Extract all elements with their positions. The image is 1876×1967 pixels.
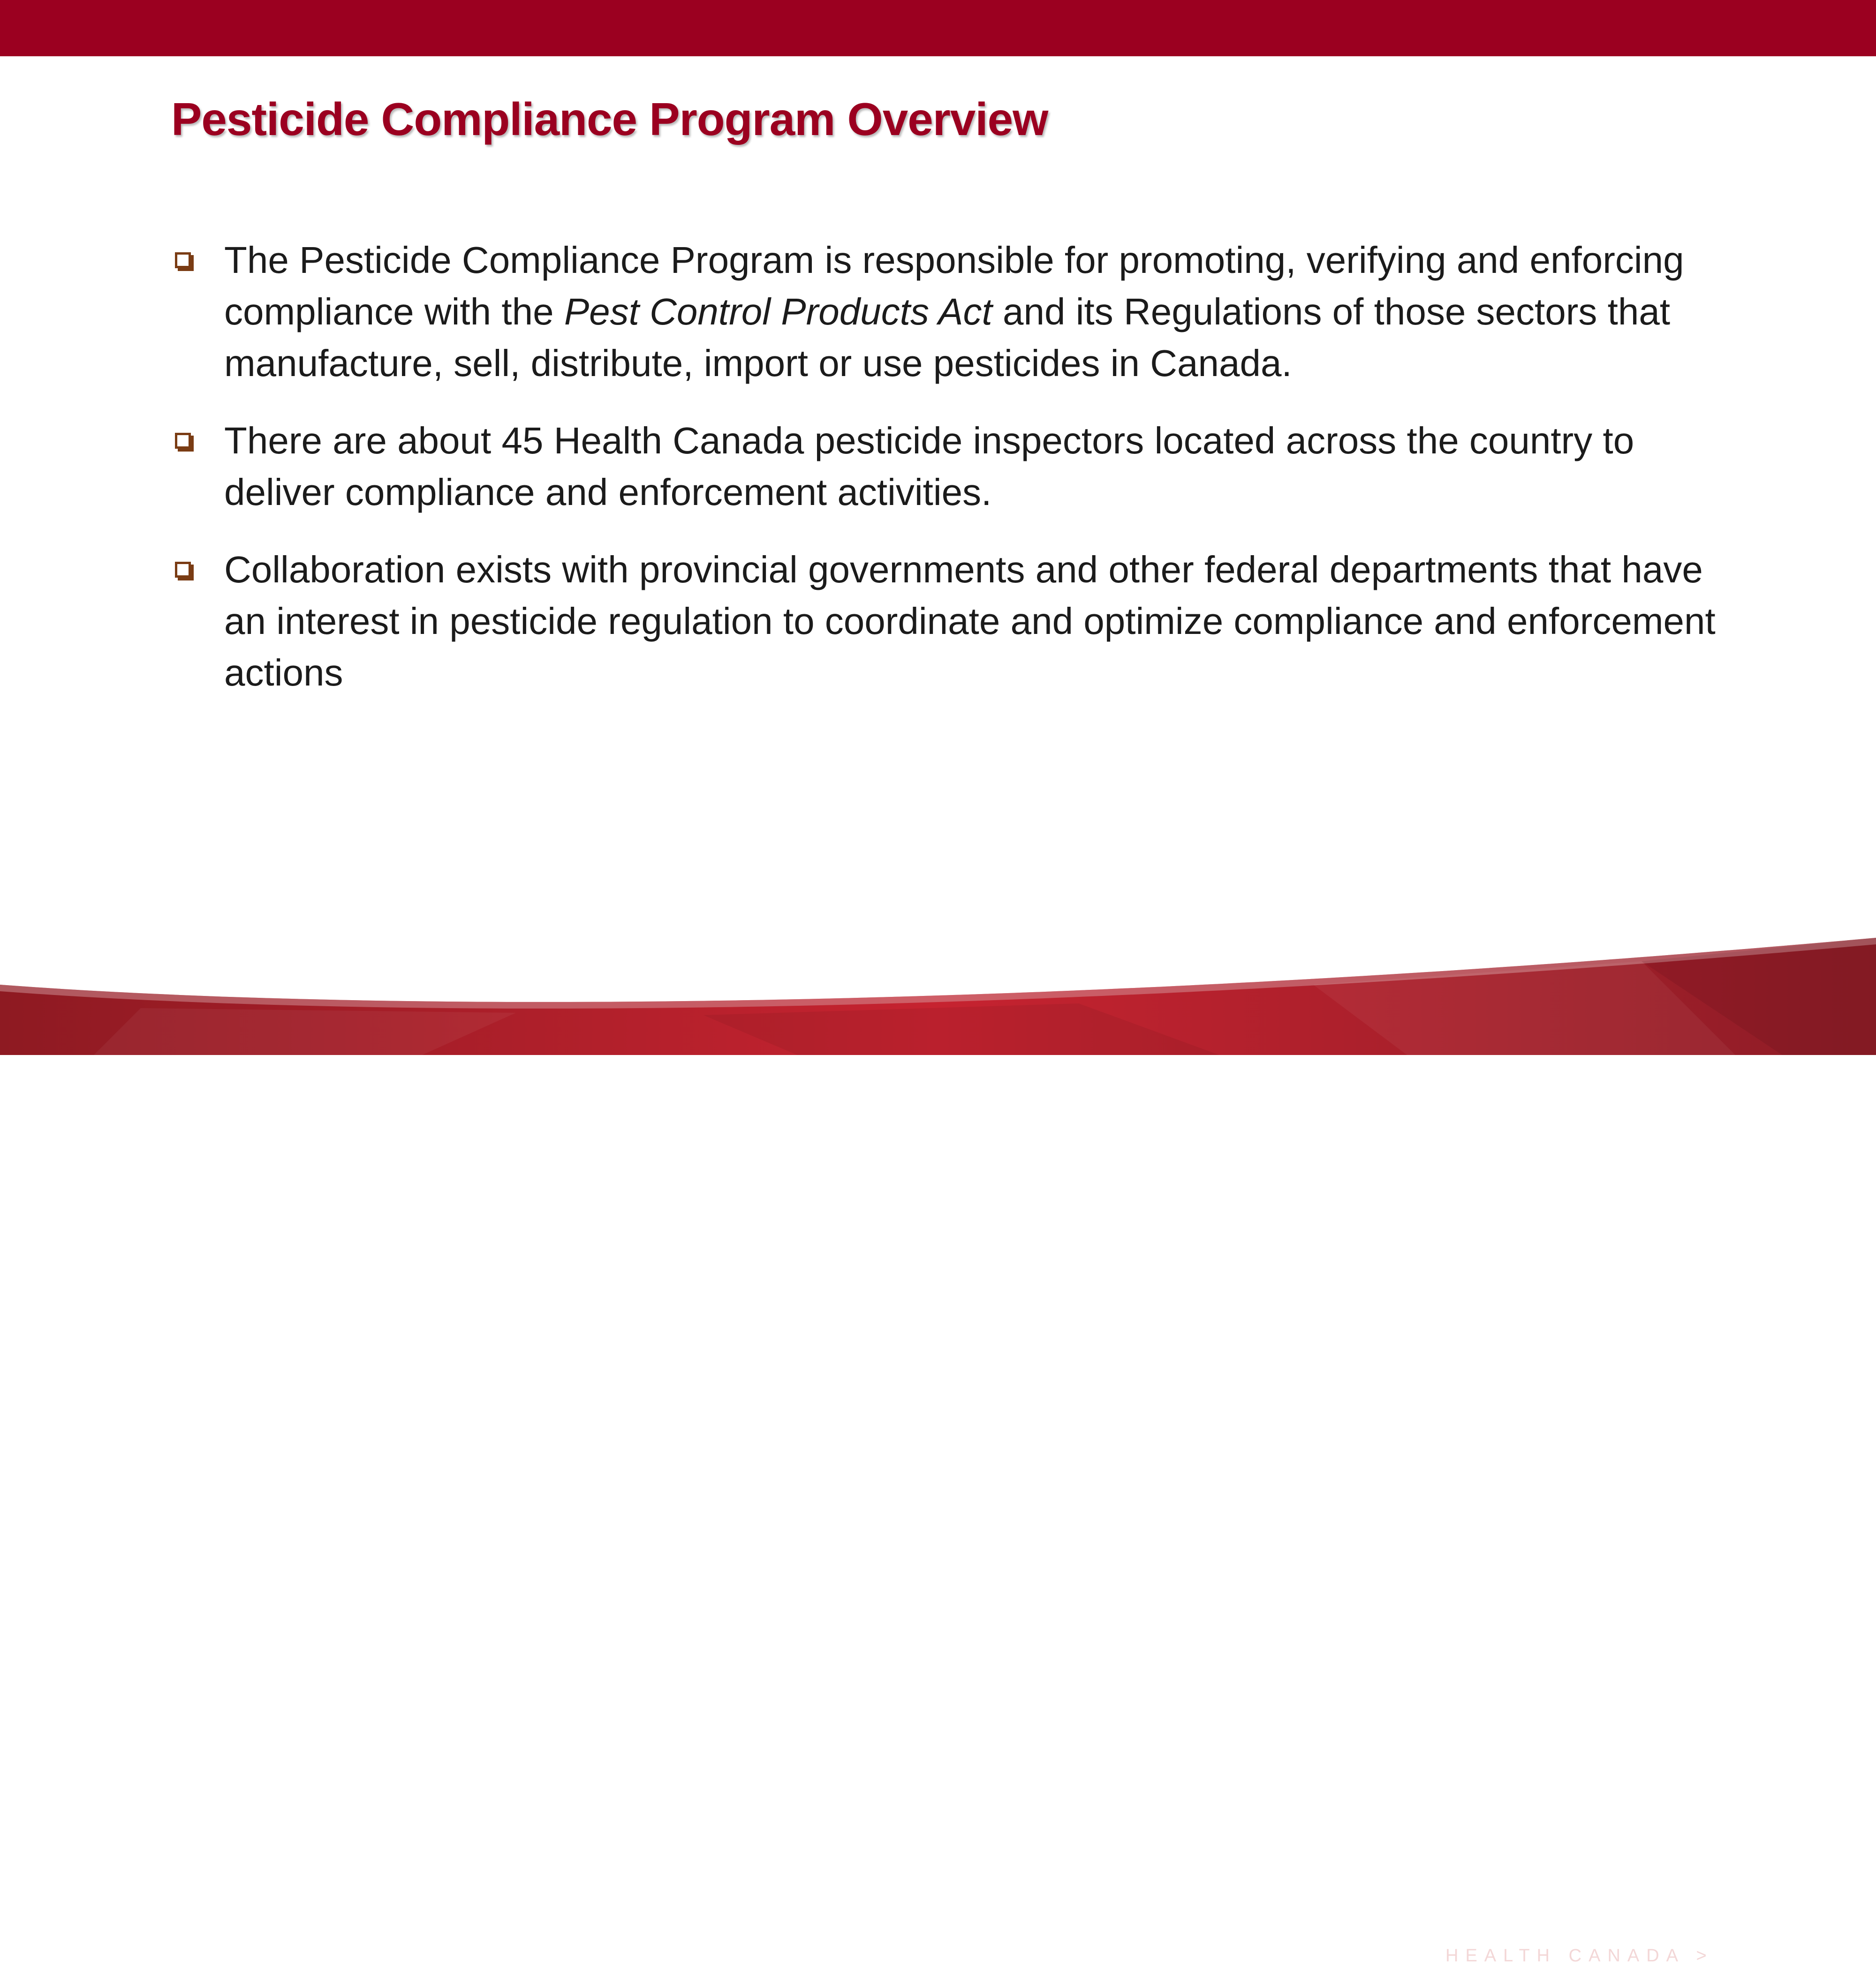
bullet-item: [171, 234, 1742, 389]
footer-banner: [0, 933, 1876, 1967]
top-header-bar: [0, 0, 1876, 56]
health-canada-wordmark: HEALTH CANADA >: [1445, 1946, 1714, 1966]
footer-wave-graphic: [0, 933, 1876, 1055]
bullet-text: The Pesticide Compliance Program is responsible for promoting, verifying and enforcing compliance with the Pest Control Products Act and its Regulations of those sectors that manufacture, sell, distribute, import or use pesticides in Canada.: [224, 239, 1684, 384]
bullet-text: Collaboration exists with provincial governments and other federal departments that have an interest in pesticide regulation to coordinate and optimize compliance and enforcement actions: [224, 549, 1716, 693]
slide-title: Pesticide Compliance Program Overview: [171, 93, 1048, 145]
checkbox-bullet-icon: [175, 252, 191, 268]
act-name: Pest Control Products Act: [564, 291, 992, 332]
checkbox-bullet-icon: [175, 433, 191, 449]
bullet-list: [171, 234, 1742, 724]
bullet-item: [171, 415, 1742, 518]
bullet-item: [171, 544, 1742, 699]
checkbox-bullet-icon: [175, 562, 191, 578]
page-number: 2: [1741, 1942, 1754, 1967]
bullet-text: There are about 45 Health Canada pesticide inspectors located across the country to deliver compliance and enforcement activities.: [224, 420, 1634, 513]
